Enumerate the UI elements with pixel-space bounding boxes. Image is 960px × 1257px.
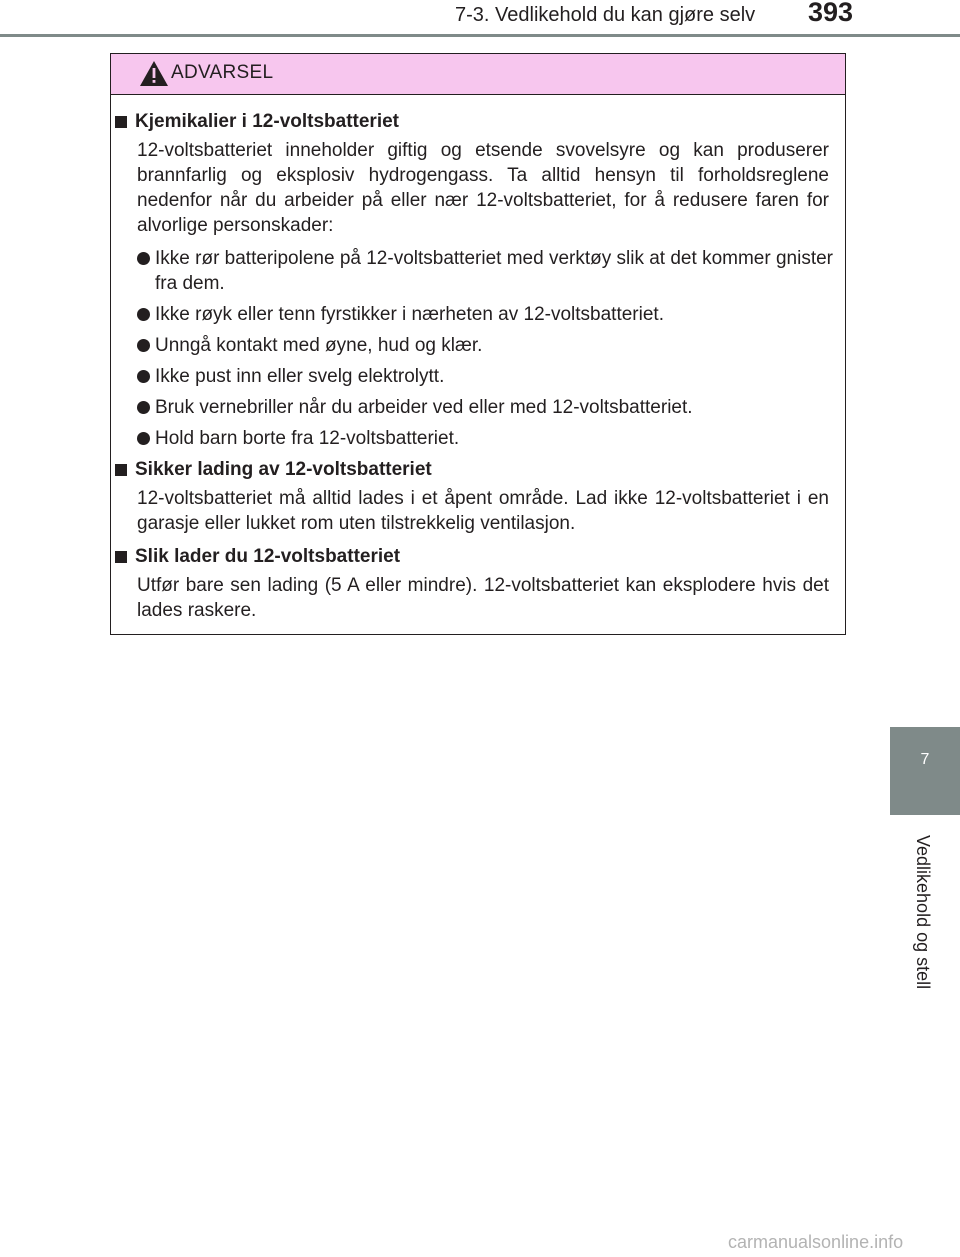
section-how-to-charge <box>115 544 837 623</box>
section-heading <box>115 544 837 570</box>
list-item-text: Ikke røyk eller tenn fyrstikker i nærheten av 12-voltsbatteriet. <box>155 304 664 325</box>
round-bullet-icon <box>137 432 150 445</box>
section-heading <box>115 457 837 483</box>
section-heading-text: Slik lader du 12-voltsbatteriet <box>135 546 401 567</box>
list-item <box>137 364 833 389</box>
list-item <box>137 395 833 420</box>
section-heading-text: Kjemikalier i 12-voltsbatteriet <box>135 111 399 132</box>
watermark: carmanualsonline.info <box>728 1232 904 1252</box>
square-bullet-icon <box>115 551 127 563</box>
list-item-text: Unngå kontakt med øyne, hud og klær. <box>155 335 483 356</box>
section-heading <box>115 109 837 135</box>
list-item-text: Bruk vernebriller når du arbeider ved eller med 12-voltsbatteriet. <box>155 397 693 418</box>
page-header <box>0 0 960 36</box>
list-item-text: Hold barn borte fra 12-voltsbatteriet. <box>155 428 460 449</box>
header-section-title: 7-3. Vedlikehold du kan gjøre selv <box>455 4 756 26</box>
warning-box <box>110 53 846 635</box>
section-safe-charging <box>115 457 837 536</box>
list-item <box>137 426 833 451</box>
list-item <box>137 302 833 327</box>
square-bullet-icon <box>115 464 127 476</box>
section-paragraph: 12-voltsbatteriet inneholder giftig og etsende svovelsyre og kan produserer brannfarlig og eksplosiv hydrogengass. Ta alltid hensyn til forholdsreglene nedenfor når du arbeider på eller nær 12-voltsbatteriet, for å redusere faren for alvorlige personskader: <box>137 140 829 236</box>
square-bullet-icon <box>115 116 127 128</box>
chapter-number: 7 <box>920 751 930 768</box>
warning-title: ADVARSEL <box>171 62 274 83</box>
warning-triangle-icon <box>139 60 169 87</box>
list-item-text: Ikke pust inn eller svelg elektrolytt. <box>155 366 445 387</box>
list-item-text: Ikke rør batteripolene på 12-voltsbatteriet med verktøy slik at det kommer gnister fra dem. <box>155 248 833 294</box>
section-paragraph: Utfør bare sen lading (5 A eller mindre). 12-voltsbatteriet kan eksplodere hvis det lades raskere. <box>137 575 829 621</box>
round-bullet-icon <box>137 370 150 383</box>
page-number: 393 <box>808 0 854 27</box>
section-chemicals <box>115 109 837 451</box>
list-item <box>137 333 833 358</box>
list-item <box>137 246 833 296</box>
chapter-label: Vedlikehold og stell <box>913 835 933 990</box>
round-bullet-icon <box>137 339 150 352</box>
chapter-tab <box>890 727 960 815</box>
round-bullet-icon <box>137 308 150 321</box>
warning-header <box>111 54 845 95</box>
header-rule <box>0 34 960 37</box>
warning-body <box>111 95 845 623</box>
round-bullet-icon <box>137 401 150 414</box>
section-paragraph: 12-voltsbatteriet må alltid lades i et åpent område. Lad ikke 12-voltsbatteriet i en garasje eller lukket rom uten tilstrekkelig ventilasjon. <box>137 488 829 534</box>
section-heading-text: Sikker lading av 12-voltsbatteriet <box>135 459 432 480</box>
round-bullet-icon <box>137 252 150 265</box>
